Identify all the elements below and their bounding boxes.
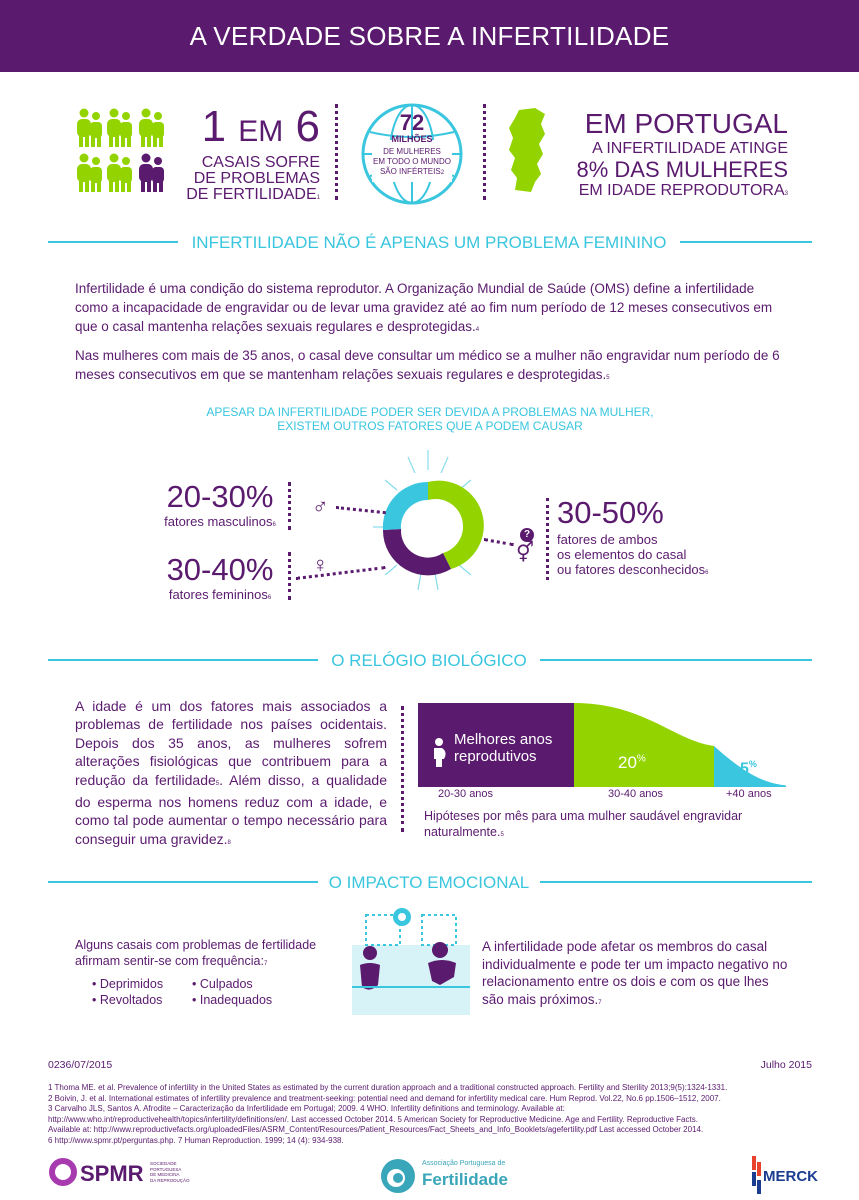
both-label: fatores de ambos: [557, 532, 658, 547]
spmr-text: SPMR: [80, 1161, 144, 1186]
stat-line: CASAIS SOFRE: [201, 154, 320, 171]
footnote-ref: 6: [272, 522, 276, 528]
list-item-text: Culpados: [199, 977, 253, 991]
list-item: • Deprimidos: [92, 977, 164, 991]
female-pct: 30-40%: [166, 552, 274, 587]
stat-big-6: 6: [295, 102, 320, 151]
female-symbol-icon: ♀: [312, 552, 329, 577]
list-item: • Revoltados: [92, 993, 163, 1007]
paragraph-text: Nas mulheres com mais de 35 anos, o casal deve consultar um médico se a mulher não engravidar num período de 6 meses consecutivos em que se mantenham relações sexuais regulares e desprotegidas.: [75, 348, 780, 382]
divider: [483, 104, 486, 200]
footnote-ref: 1: [316, 195, 320, 201]
section-line: [540, 881, 812, 883]
divider: [288, 482, 291, 530]
footnote-ref: 4: [475, 327, 480, 333]
apf-emblem-icon: [380, 1158, 416, 1194]
female-factor: [160, 553, 280, 606]
spmr-subtext: SOCIEDADE: [150, 1161, 177, 1166]
divider: [401, 706, 404, 832]
x-tick-label: 20-30 anos: [438, 788, 494, 800]
apf-logo: [380, 1158, 530, 1194]
paragraph: [75, 697, 387, 852]
reference-line: 6 http://www.spmr.pt/perguntas.php. 7 Human Reproduction. 1999; 14 (4): 934-938.: [48, 1135, 344, 1145]
merck-logo: [752, 1156, 816, 1198]
portugal-line: 8% DAS MULHERES: [576, 157, 788, 182]
section-line: [48, 659, 318, 661]
portugal-map-icon: [505, 108, 555, 193]
list-item: • Inadequados: [192, 993, 273, 1007]
area-segment-30-40: [574, 703, 714, 787]
people-icon: [74, 108, 170, 194]
portugal-title: EM PORTUGAL: [584, 108, 788, 139]
list-item-text: Inadequados: [199, 993, 273, 1007]
reference-line: 1 Thoma ME. et al. Prevalence of infertility in the United States as estimated by the current duration approach and a traditional constructed approach. Fertility and Sterility 2013;9(5):1324-1331.: [48, 1083, 728, 1092]
emotional-intro: [75, 937, 345, 972]
chart-caption: [424, 808, 774, 843]
stat-fraction: [180, 104, 320, 155]
male-factor: [160, 480, 280, 533]
chart-annotation: reprodutivos: [454, 748, 537, 765]
footnote-ref: 2: [440, 170, 445, 176]
portugal-line: A INFERTILIDADE ATINGE: [592, 140, 788, 157]
pct-5-label: [740, 759, 757, 778]
stat-line: DE FERTILIDADE: [186, 186, 317, 203]
footnote-ref: 5: [500, 832, 504, 838]
list-item: • Culpados: [192, 977, 253, 991]
divider: [335, 104, 338, 200]
reference-line: 2 Boivin, J. et al. International estimates of infertility prevalence and treatment-seeking: potential need and demand for infertility medical care. Hum Reprod. Vol.22, No.6 pp.1506–1512, 2007.: [48, 1093, 721, 1103]
both-factor: [557, 494, 737, 581]
doc-code: 0236/07/2015: [48, 1059, 113, 1071]
globe-unit: MILHÕES: [391, 134, 433, 144]
caption-text: Hipóteses por mês para uma mulher saudável engravidar naturalmente.: [424, 809, 743, 839]
globe-line: DE MULHERES: [383, 147, 441, 156]
both-pct: 30-50%: [557, 495, 664, 530]
portugal-line: EM IDADE REPRODUTORA: [578, 182, 785, 199]
divider: [546, 498, 549, 580]
pregnant-woman-icon: [428, 737, 450, 767]
paragraph: [75, 279, 775, 340]
footnote-ref: 5: [215, 780, 220, 787]
footnote-ref: 6: [705, 570, 709, 576]
spmr-subtext: PORTUGUESA: [150, 1166, 182, 1172]
section-title: O RELÓGIO BIOLÓGICO: [331, 651, 527, 670]
footnote-ref: 7: [598, 999, 602, 1006]
couple-illustration: [352, 905, 470, 1015]
footnote-ref: 8: [227, 839, 231, 846]
both-label: ou fatores desconhecidos: [557, 562, 706, 577]
chart-value: 5: [740, 760, 749, 778]
spmr-emblem-icon: [48, 1157, 78, 1187]
section-line: [680, 241, 812, 243]
subtitle-line: APESAR DA INFERTILIDADE PODER SER DEVIDA A PROBLEMAS NA MULHER,: [206, 405, 654, 419]
spmr-subtext: DA REPRODUÇÃO: [150, 1177, 190, 1183]
section-title: O IMPACTO EMOCIONAL: [328, 873, 530, 892]
both-symbol-icon: ⚥: [516, 542, 535, 564]
section-line: [48, 881, 318, 883]
stat-line: DE PROBLEMAS: [193, 170, 320, 187]
list-item-text: Deprimidos: [99, 977, 164, 991]
x-tick-label: +40 anos: [726, 788, 772, 800]
pct-sign: %: [748, 759, 757, 769]
apf-subtext: Associação Portuguesa de: [422, 1160, 506, 1167]
globe-stat: [360, 102, 464, 206]
chart-annotation: Melhores anos: [454, 731, 553, 748]
merck-text: MERCK: [763, 1168, 818, 1185]
footnote-ref: 3: [784, 191, 788, 197]
footnote-ref: 5: [606, 375, 610, 381]
page-header: [0, 0, 859, 72]
doc-date: Julho 2015: [760, 1059, 812, 1071]
reference-line: 3 Carvalho JLS, Santos A. Afrodite – Caracterização da Infertilidade em Portugal; 2009. 4 WHO. Infertility definitions and terminology. Available at:: [48, 1104, 565, 1113]
paragraph-text: A infertilidade pode afetar os membros do casal individualmente e pode ter um impacto negativo no relacionamento entre os dois e com os que lhes são mais próximos.: [482, 939, 788, 1007]
reference-line: Available at: http://www.reproductivefacts.org/uploadedFiles/ASRM_Content/Resources/Patient_Resources/Fact_Sheets_and_Info_Booklets/agefertility.pdf Last accessed October 2014.: [48, 1125, 704, 1134]
paragraph: [75, 346, 795, 388]
stat-mid: EM: [238, 115, 284, 148]
chart-x-axis: [418, 788, 786, 802]
male-symbol-icon: ♂: [312, 494, 329, 519]
reference-line: http://www.who.int/reproductivehealth/topics/infertility/definitions/en/. Last accessed October 2014. 5 American Society for Reproductive Medicine. Age and Fertility. Reproductive Facts.: [48, 1114, 698, 1124]
pct-sign: %: [636, 753, 646, 765]
factors-subtitle: [150, 405, 710, 433]
subtitle-line: EXISTEM OUTROS FATORES QUE A PODEM CAUSAR: [277, 419, 583, 433]
pct-20-label: [618, 753, 646, 773]
list-item-text: Revoltados: [99, 993, 163, 1007]
section-line: [540, 659, 812, 661]
spmr-logo: [48, 1157, 223, 1193]
emotional-paragraph: [482, 938, 792, 1012]
factors-donut-chart: [363, 445, 493, 595]
male-label: fatores masculinos: [164, 514, 273, 529]
intro-line: afirmam sentir-se com frequência:: [75, 954, 264, 968]
both-label: os elementos do casal: [557, 547, 687, 562]
spmr-subtext: DE MEDICINA: [150, 1172, 180, 1177]
paragraph-text: . Além disso, a qualidade do esperma nos homens reduz com a idade, e como tal pode aumentar o tempo necessário para conseguir uma gravidez.: [75, 771, 387, 847]
globe-line: SÃO INFÉRTEIS: [379, 167, 441, 176]
paragraph-text: A idade é um dos fatores mais associados a problemas de fertilidade nos países ocidentais. Depois dos 35 anos, as mulheres sofrem alterações fisiológicas que contribuem para a redução da fertilidade: [75, 698, 387, 788]
question-icon: ?: [520, 528, 534, 542]
x-tick-label: 30-40 anos: [608, 788, 664, 800]
page-title: A VERDADE SOBRE A INFERTILIDADE: [189, 21, 670, 51]
apf-text: Fertilidade: [422, 1170, 508, 1189]
globe-line: EM TODO O MUNDO: [373, 157, 451, 166]
divider: [288, 552, 291, 600]
section-line: [48, 241, 178, 243]
globe-number: 72: [399, 110, 425, 135]
stat-big-1: 1: [201, 102, 227, 151]
intro-line: Alguns casais com problemas de fertilidade: [75, 938, 317, 952]
paragraph-text: Infertilidade é uma condição do sistema reprodutor. A Organização Mundial de Saúde (OMS) define a infertilidade como a incapacidade de engravidar ou de levar uma gravidez até ao fim num período de 12 meses consecutivos em que o casal mantenha relações sexuais regulares e desprotegidas.: [75, 281, 773, 334]
female-label: fatores femininos: [168, 587, 268, 602]
footnote-ref: 6: [267, 595, 272, 601]
section-title: INFERTILIDADE NÃO É APENAS UM PROBLEMA FEMININO: [191, 233, 667, 252]
chart-value: 20: [618, 753, 637, 772]
stat-one-in-six: [180, 104, 320, 206]
best-years-label: [454, 731, 552, 765]
portugal-stat: [560, 110, 788, 203]
footnote-ref: 7: [263, 961, 268, 967]
male-pct: 20-30%: [166, 479, 274, 514]
people-icon-group: [74, 108, 170, 194]
references: [48, 1083, 818, 1146]
fertility-area-chart: [418, 703, 786, 787]
